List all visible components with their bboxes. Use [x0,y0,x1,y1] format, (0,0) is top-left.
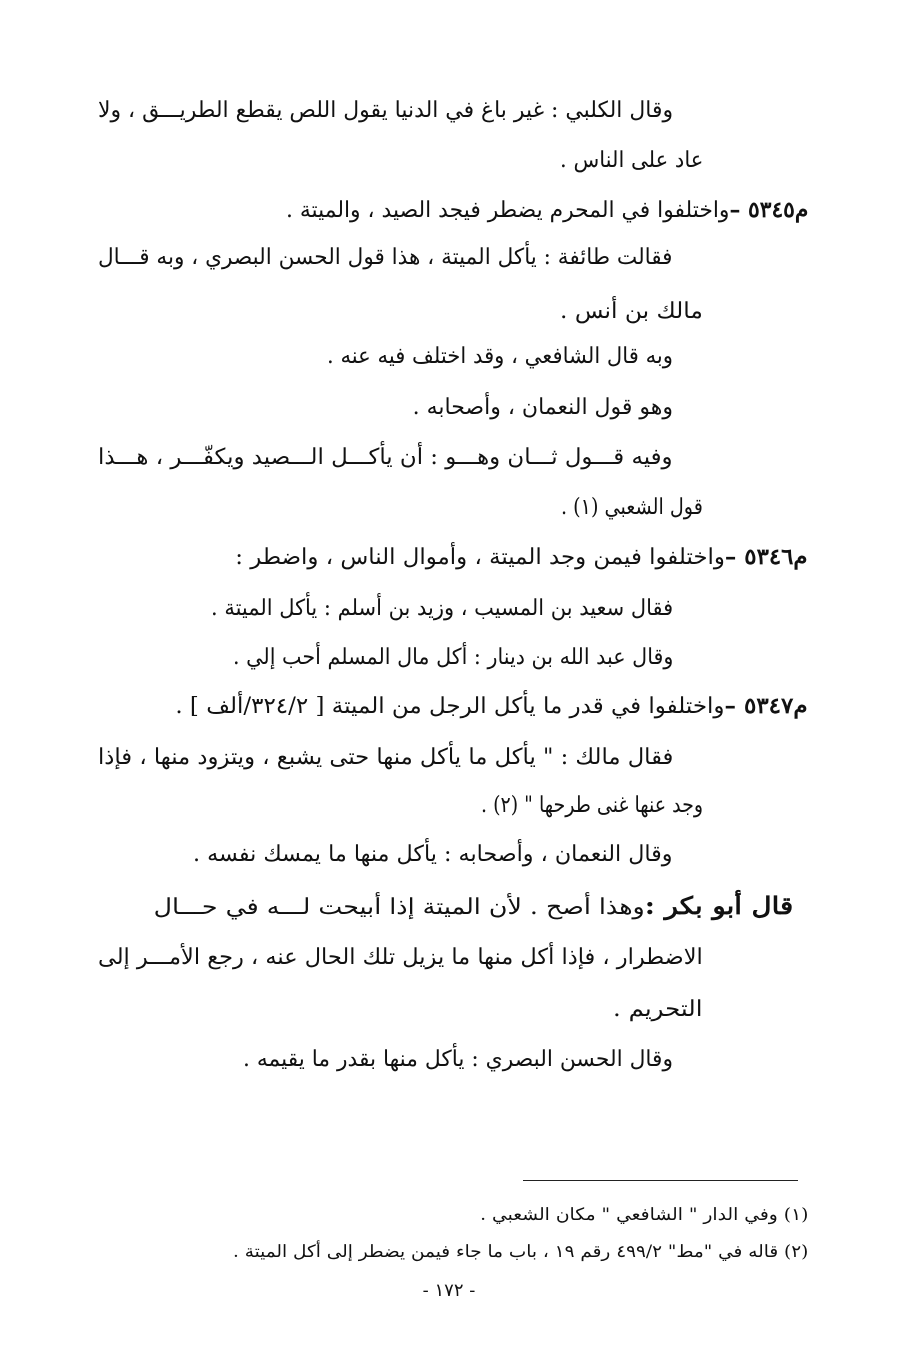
text-line [286,195,808,226]
line-text: وقال عبد الله بن دينار : أكل مال المسلم أحب إلي . [232,645,673,670]
line-text: وبه قال الشافعي ، وقد اختلف فيه عنه . [326,344,673,369]
line-text: التحريم . [613,997,703,1022]
footnote-text: وفي الدار " الشافعي " مكان الشعبي . [479,1205,778,1225]
line-text: وقال الكلبي : غير باغ في الدنيا يقول اللص يقطع الطريـــق ، ولا [97,98,673,123]
issue-number: م٥٣٤٧ – [724,693,808,719]
line-text: وفيه قـــول ثـــان وهـــو : أن يأكـــل الـــصيد ويكفّـــر ، هـــذا [98,445,673,470]
text-line [614,995,703,1025]
text-line [153,891,793,923]
line-text: وهذا أصح . لأن الميتة إذا أبيحت لـــه في حـــال [153,895,645,920]
text-line [98,743,673,773]
line-text: قول الشعبي (١) . [561,495,703,520]
footnote [480,1203,808,1227]
text-line [233,643,673,673]
text-line [413,393,673,423]
line-text: وهو قول النعمان ، وأصحابه . [412,395,673,420]
text-line [176,691,808,722]
line-text: واختلفوا فيمن وجد الميتة ، وأموال الناس ، واضطر : [235,545,726,570]
text-line [211,594,673,624]
line-text: عاد على الناس . [559,148,703,173]
speaker-label: قال أبو بكر : [644,891,793,920]
text-line [98,243,673,273]
text-line [98,96,673,126]
line-text: فقال مالك : " يأكل ما يأكل منها حتى يشبع ، ويتزود منها ، فإذا [97,745,673,770]
issue-number: م٥٣٤٥ – [729,197,808,223]
text-line [98,943,703,973]
line-text: فقالت طائفة : يأكل الميتة ، هذا قول الحسن البصري ، وبه قـــال [98,245,673,270]
footnote [233,1240,808,1264]
text-line [327,342,673,372]
line-text: واختلفوا في المحرم يضطر فيجد الصيد ، والميتة . [285,198,730,223]
text-line [560,146,703,176]
text-line [561,493,703,523]
line-text: فقال سعيد بن المسيب ، وزيد بن أسلم : يأكل الميتة . [210,596,673,621]
issue-number: م٥٣٤٦ – [725,544,808,570]
text-line [236,542,808,573]
text-line [481,791,703,821]
line-text: وقال الحسن البصري : يأكل منها بقدر ما يقيمه . [243,1047,673,1072]
footnote-separator [523,1180,798,1181]
footnote-mark: (١) [783,1205,808,1225]
page-number: - ١٧٢ - [422,1280,476,1301]
line-text: الاضطرار ، فإذا أكل منها ما يزيل تلك الحال عنه ، رجع الأمـــر إلى [98,945,703,970]
footnote-mark: (٢) [783,1242,808,1262]
text-line [243,1045,673,1075]
text-line [560,297,703,327]
line-text: وقال النعمان ، وأصحابه : يأكل منها ما يمسك نفسه . [193,842,673,867]
text-line [193,840,673,870]
line-text: مالك بن أنس . [560,299,703,324]
footnote-text: قاله في "مط" ٤٩٩/٢ رقم ١٩ ، باب ما جاء فيمن يضطر إلى أكل الميتة . [232,1242,778,1262]
line-text: واختلفوا في قدر ما يأكل الرجل من الميتة [ ٣٢٤/٢/ألف ] . [175,694,725,719]
line-text: وجد عنها غنى طرحها " (٢) . [480,793,703,818]
text-line [98,443,673,473]
